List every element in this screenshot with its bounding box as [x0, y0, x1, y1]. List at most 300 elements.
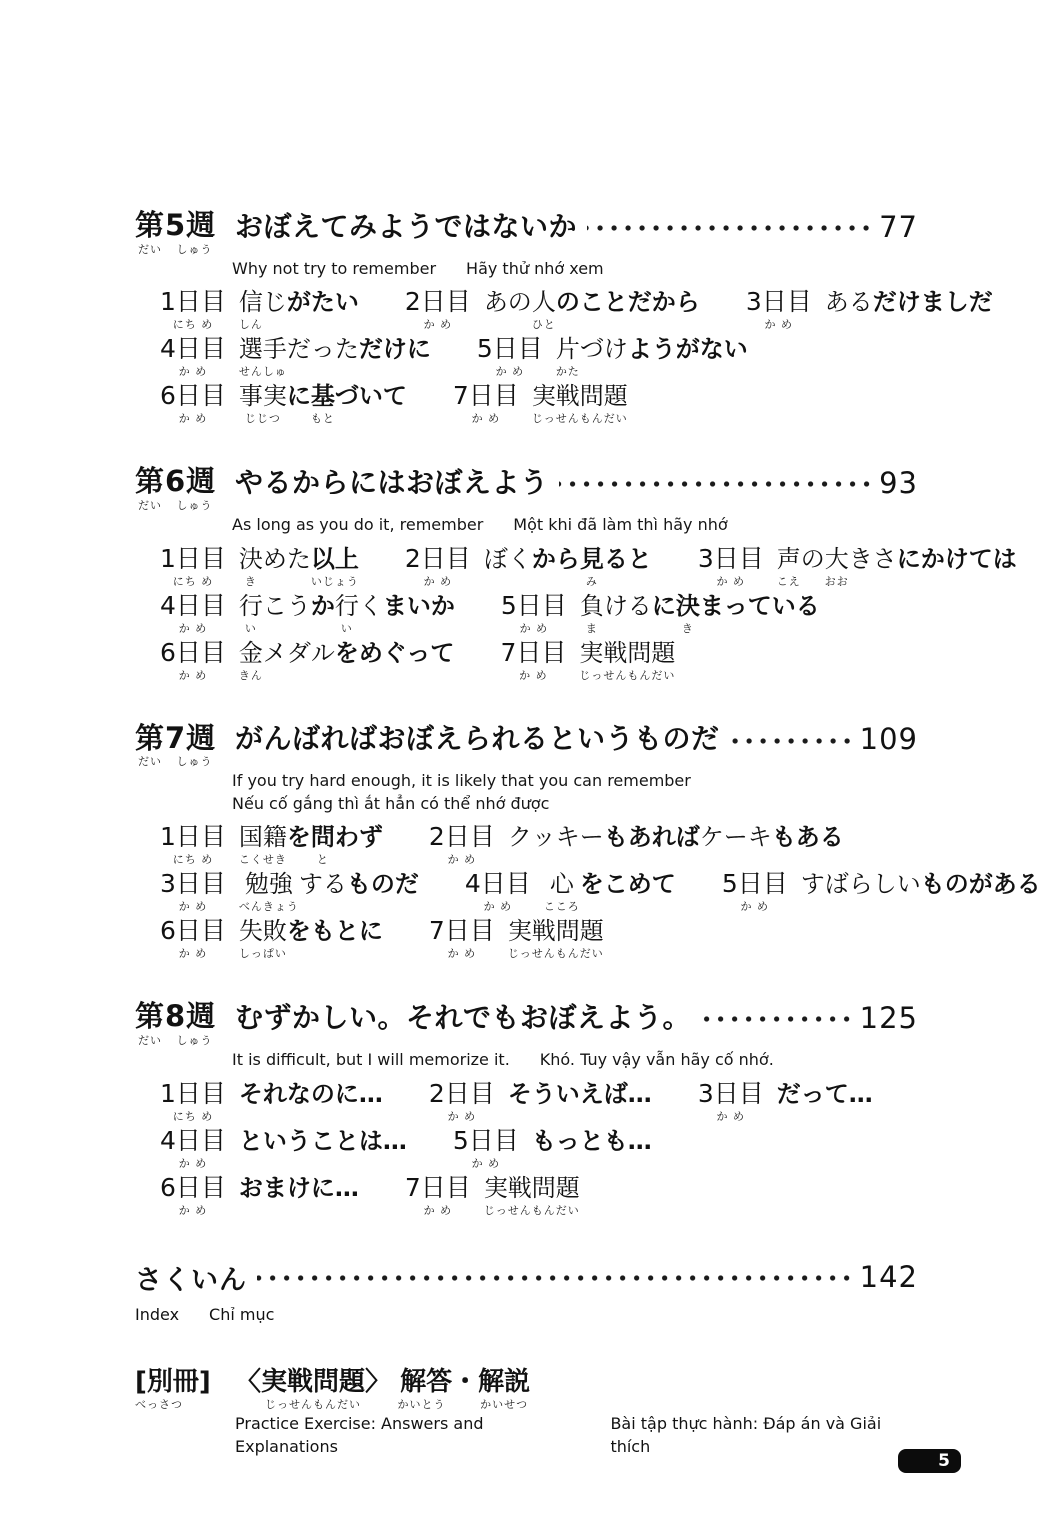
text: 見: [579, 544, 604, 573]
day-title-segment: [801, 869, 921, 912]
dot-leader: [257, 1274, 854, 1282]
day-title-segment: [604, 544, 652, 587]
day-entry: [160, 1079, 383, 1122]
text: づけ: [579, 335, 628, 364]
day-label: [160, 544, 226, 587]
index-row: [135, 1258, 918, 1297]
day-label: [405, 287, 471, 330]
text: 3日目: [745, 287, 812, 317]
day-title-segment: [311, 591, 335, 634]
text: のことだから: [555, 288, 700, 317]
week-header: [135, 1001, 918, 1046]
week-title: やるからにはおぼえよう: [235, 466, 549, 500]
text: まいか: [382, 591, 455, 620]
text: 選手: [238, 335, 287, 364]
day-entry: [160, 1173, 359, 1216]
week-page-number: 109: [859, 722, 918, 757]
text: 第8週: [135, 999, 217, 1034]
subtitle-phrase: As long as you do it, remember: [232, 515, 484, 535]
furigana: か め: [716, 1109, 746, 1123]
day-label: [698, 1079, 764, 1122]
day-label: [500, 638, 566, 681]
furigana: じっせんもんだい: [265, 1398, 361, 1412]
text: だけましだ: [872, 288, 993, 317]
furigana: か め: [423, 1203, 453, 1217]
text: だった: [286, 335, 359, 364]
day-title: [484, 1173, 580, 1216]
text: こう: [262, 591, 311, 620]
subtitle-phrase: Một khi đã làm thì hãy nhớ: [513, 515, 728, 535]
furigana: だい しゅう: [138, 242, 213, 256]
text: あの: [483, 288, 532, 317]
text: ものだ: [346, 870, 419, 899]
day-title: [239, 544, 359, 587]
furigana: か め: [178, 621, 208, 635]
page-number-badge: [898, 1449, 961, 1473]
day-title: [239, 869, 419, 912]
text: 実戦問題: [483, 1173, 580, 1202]
furigana: こえ: [776, 574, 801, 588]
furigana: か め: [447, 947, 477, 961]
week-subtitle-line: [232, 770, 918, 792]
day-row: [160, 381, 918, 424]
text: 大: [824, 544, 849, 573]
furigana: き: [681, 621, 694, 635]
day-title-segment: [383, 591, 455, 634]
text: 決: [238, 544, 263, 573]
subtitle-phrase: Khó. Tuy vậy vẫn hãy cố nhớ.: [539, 1050, 774, 1070]
day-title: [239, 822, 383, 865]
furigana: かた: [555, 365, 580, 379]
text: それなのに…: [238, 1079, 383, 1108]
day-row: [160, 334, 918, 377]
text: 第5週: [135, 208, 217, 242]
text: 7日目: [404, 1172, 471, 1202]
day-label: [160, 1173, 226, 1216]
subtitle-phrase: If you try hard enough, it is likely that you can remember: [232, 771, 691, 791]
day-title-segment: [700, 591, 820, 634]
furigana: か め: [471, 1156, 501, 1170]
furigana: み: [585, 574, 598, 588]
toc-sections: [135, 208, 1041, 1217]
text: 6日目: [160, 1172, 226, 1202]
day-title: [579, 638, 675, 681]
text: 7日目: [452, 381, 519, 411]
text: メダル: [262, 638, 335, 667]
day-title-segment: [532, 287, 556, 330]
day-rows: [160, 543, 1017, 682]
text: 3日目: [160, 869, 226, 899]
day-title-segment: [239, 1126, 407, 1169]
furigana: い: [244, 621, 257, 635]
appendix-subtitle: [235, 1413, 918, 1458]
subtitle-phrase: Why not try to remember: [232, 258, 437, 278]
text: 7日目: [428, 916, 495, 946]
text: 実戦問題: [531, 382, 628, 411]
furigana: ま: [585, 621, 598, 635]
day-title-segment: [484, 544, 532, 587]
furigana: い: [340, 621, 353, 635]
day-entry: [698, 544, 1017, 587]
week-title: おぼえてみようではないか: [235, 209, 578, 243]
text: ものがある: [920, 870, 1041, 899]
day-label: [429, 1079, 495, 1122]
day-title-segment: [299, 869, 347, 912]
text: わず: [334, 823, 383, 852]
day-entry: [160, 822, 383, 865]
text: 行: [238, 591, 263, 620]
day-title-segment: [263, 591, 311, 634]
appendix-title-segment: [235, 1368, 391, 1411]
text: をめぐって: [334, 638, 455, 667]
furigana: か め: [447, 853, 477, 867]
text: ある: [824, 288, 873, 317]
furigana: か め: [495, 365, 525, 379]
week-page-number: 77: [879, 209, 918, 244]
furigana: と: [316, 853, 329, 867]
day-title-segment: [508, 916, 604, 959]
furigana: いじょう: [310, 574, 359, 588]
day-title-segment: [335, 822, 383, 865]
text: 金: [238, 638, 263, 667]
page-number: 5: [938, 1451, 950, 1471]
day-title-segment: [287, 287, 359, 330]
day-title-segment: [239, 916, 287, 959]
text: 〈実戦問題〉: [235, 1366, 392, 1397]
text: きさ: [848, 544, 897, 573]
day-label: [160, 334, 226, 377]
furigana: か め: [178, 1156, 208, 1170]
text: もっとも…: [531, 1126, 652, 1155]
toc-week-5: [135, 208, 993, 426]
text: 7日目: [500, 637, 567, 667]
day-title-segment: [287, 334, 359, 377]
day-label: [160, 822, 226, 865]
day-title-segment: [897, 544, 1017, 587]
text: 国籍: [238, 823, 287, 852]
day-entry: [698, 1079, 873, 1122]
text: 片: [555, 335, 580, 364]
text: 6日目: [160, 381, 226, 411]
day-title-segment: [556, 287, 700, 330]
day-title: [556, 334, 748, 377]
day-title-segment: [239, 591, 263, 634]
day-title-segment: [580, 869, 676, 912]
week-subtitles: [232, 258, 918, 280]
toc-week-6: [135, 464, 1017, 682]
day-title: [532, 381, 628, 424]
toc-week-8: [135, 1001, 918, 1215]
week-subtitles: [232, 514, 918, 536]
furigana: にち め: [172, 853, 214, 867]
day-title-segment: [335, 638, 455, 681]
day-title: [484, 544, 652, 587]
text: 解説: [478, 1366, 531, 1397]
furigana: きん: [238, 668, 263, 682]
day-title-segment: [311, 381, 335, 424]
week-header-main: [235, 466, 918, 500]
day-label: [453, 381, 519, 424]
day-title-segment: [239, 287, 263, 330]
text: 5日目: [500, 590, 567, 620]
text: 行: [334, 591, 359, 620]
week-title: むずかしい。それでもおぼえよう。: [235, 1001, 692, 1035]
day-title: [801, 869, 1041, 912]
text: めた: [262, 544, 311, 573]
text: 勉強: [244, 870, 293, 899]
furigana: か め: [423, 318, 453, 332]
furigana: こころ: [543, 900, 580, 914]
furigana: か め: [483, 900, 513, 914]
week-page-number: 125: [859, 1000, 918, 1035]
day-title-segment: [239, 1079, 383, 1122]
furigana: かいせつ: [480, 1398, 529, 1412]
day-row: [160, 869, 1041, 914]
day-entry: [453, 381, 628, 424]
day-entry: [501, 591, 820, 634]
day-title: [239, 1173, 359, 1216]
furigana: か め: [471, 412, 501, 426]
furigana: せんしゅ: [238, 365, 287, 379]
text: の: [800, 544, 825, 573]
day-entry: [160, 334, 431, 377]
furigana: か め: [178, 412, 208, 426]
day-title-segment: [239, 822, 287, 865]
day-title: [239, 287, 359, 330]
day-entry: [453, 1126, 652, 1169]
day-row: [160, 1079, 918, 1122]
text: だけに: [358, 335, 431, 364]
appendix-row: [135, 1368, 918, 1411]
day-title-segment: [287, 381, 311, 424]
day-title: [239, 1126, 407, 1169]
day-title-segment: [921, 869, 1041, 912]
day-title-segment: [287, 916, 383, 959]
day-label: [698, 544, 764, 587]
day-title-segment: [825, 287, 873, 330]
day-title-segment: [532, 381, 628, 424]
furigana: だい しゅう: [138, 499, 213, 513]
day-label: [405, 544, 471, 587]
toc-content: [135, 208, 1041, 1458]
week-header-main: [235, 1001, 918, 1035]
day-rows: [160, 822, 1041, 961]
text: ケーキ: [699, 823, 772, 852]
day-title: [532, 1126, 652, 1169]
week-subtitles: [232, 770, 918, 815]
furigana: べっさつ: [135, 1398, 183, 1412]
day-entry: [405, 544, 652, 587]
day-entry: [429, 1079, 652, 1122]
appendix-entry: [135, 1368, 918, 1459]
appendix-title-segment: [391, 1368, 452, 1411]
appendix-title-segment: [478, 1368, 530, 1411]
furigana: き: [244, 574, 257, 588]
day-title-segment: [652, 591, 676, 634]
day-title: [239, 638, 455, 681]
day-title-segment: [311, 822, 335, 865]
week-title: がんばればおぼえられるというものだ: [235, 722, 720, 756]
day-label: [405, 1173, 471, 1216]
text: 声: [776, 544, 801, 573]
day-title-segment: [359, 591, 383, 634]
day-row: [160, 822, 918, 865]
furigana: しっぱい: [238, 947, 287, 961]
index-entry: [135, 1258, 918, 1324]
day-title-segment: [825, 544, 849, 587]
week-label: [135, 1001, 235, 1046]
day-entry: [160, 287, 359, 330]
day-title-segment: [604, 822, 700, 865]
day-label: [160, 591, 226, 634]
text: 以上: [310, 544, 359, 573]
day-entry: [160, 591, 455, 634]
text: 3日目: [697, 543, 764, 573]
week-header: [135, 466, 918, 511]
day-title-segment: [580, 591, 604, 634]
text: 失敗: [238, 917, 287, 946]
text: 5日目: [476, 334, 543, 364]
text: 6日目: [160, 637, 226, 667]
text: 3日目: [697, 1078, 764, 1108]
text: すばらしい: [800, 870, 921, 899]
day-title-segment: [580, 544, 604, 587]
text: 第6週: [135, 464, 217, 499]
index-page-number: 142: [859, 1259, 918, 1294]
text: ると: [603, 544, 652, 573]
day-entry: [465, 869, 676, 912]
text: 2日目: [404, 287, 471, 317]
text: 2日目: [404, 543, 471, 573]
day-title: [580, 591, 820, 634]
day-row: [160, 591, 918, 634]
furigana: じっせんもんだい: [483, 1203, 580, 1217]
day-row: [160, 287, 993, 332]
text: 事実: [238, 382, 287, 411]
furigana: ひと: [531, 318, 556, 332]
text: おまけに…: [238, 1173, 359, 1202]
day-title-segment: [263, 544, 311, 587]
week-header-main: [235, 210, 918, 244]
furigana: じっせんもんだい: [507, 947, 604, 961]
furigana: か め: [519, 668, 548, 682]
day-row: [160, 638, 918, 681]
day-label: [477, 334, 543, 377]
text: まっている: [699, 591, 820, 620]
furigana: こくせき: [238, 853, 287, 867]
text: じ: [262, 288, 287, 317]
day-row: [160, 543, 1017, 588]
day-title-segment: [628, 334, 748, 377]
furigana: か め: [423, 574, 453, 588]
week-label: [135, 720, 235, 769]
text: もあれば: [603, 823, 700, 852]
day-label: [722, 869, 788, 912]
day-label: [501, 591, 567, 634]
furigana: か め: [178, 900, 208, 914]
furigana: か め: [519, 621, 549, 635]
day-label: [160, 1126, 226, 1169]
day-title: [777, 1079, 873, 1122]
text: 負: [579, 591, 604, 620]
text: する: [298, 870, 347, 899]
day-entry: [429, 822, 844, 865]
furigana: だい しゅう: [138, 755, 213, 769]
day-label: [160, 638, 226, 681]
day-title-segment: [239, 869, 299, 912]
furigana: もと: [310, 412, 335, 426]
day-title-segment: [359, 334, 431, 377]
dot-leader: [701, 1015, 854, 1023]
day-title-segment: [772, 822, 844, 865]
text: 問: [310, 823, 335, 852]
index-title: さくいん: [135, 1264, 247, 1296]
day-title: [239, 334, 431, 377]
text: 信: [238, 288, 263, 317]
text: そういえば…: [507, 1079, 652, 1108]
text: 1日目: [160, 543, 226, 573]
day-entry: [429, 916, 604, 959]
furigana: おお: [824, 574, 849, 588]
day-title-segment: [239, 334, 287, 377]
subtitle-phrase: Nếu cố gắng thì ắt hẳn có thể nhớ được: [232, 793, 550, 813]
day-title-segment: [508, 1079, 652, 1122]
day-row: [160, 1173, 918, 1216]
subtitle-phrase: It is difficult, but I will memorize it.: [232, 1050, 510, 1070]
furigana: にち め: [172, 1109, 214, 1123]
day-title-segment: [777, 1079, 873, 1122]
furigana: べんきょう: [238, 900, 299, 914]
day-title: [508, 822, 844, 865]
day-title-segment: [239, 544, 263, 587]
day-title-segment: [849, 544, 897, 587]
furigana: か め: [178, 365, 208, 379]
day-title-segment: [287, 822, 311, 865]
furigana: か め: [764, 318, 794, 332]
text: 人: [531, 288, 556, 317]
day-title: [777, 544, 1017, 587]
day-label: [746, 287, 812, 330]
dot-leader: [730, 737, 854, 745]
day-title-segment: [676, 591, 700, 634]
day-title-segment: [263, 638, 335, 681]
toc-week-7: [135, 720, 1041, 961]
dot-leader: [559, 480, 874, 488]
day-title-segment: [335, 591, 359, 634]
week-subtitle-line: [232, 793, 918, 815]
week-subtitle-line: [232, 514, 918, 536]
furigana: か め: [178, 668, 208, 682]
day-label: [160, 381, 226, 424]
text: 2日目: [428, 822, 495, 852]
text: に: [651, 591, 676, 620]
day-entry: [160, 638, 454, 681]
day-entry: [405, 287, 700, 330]
text: 第7週: [135, 720, 217, 755]
day-row: [160, 1126, 918, 1169]
text: クッキー: [507, 823, 604, 852]
day-title: [508, 916, 604, 959]
day-rows: [160, 1079, 918, 1216]
text: 決: [675, 591, 700, 620]
furigana: か め: [447, 1109, 477, 1123]
day-label: [429, 822, 495, 865]
day-title: [239, 381, 407, 424]
week-header: [135, 720, 918, 769]
day-label: [160, 1079, 226, 1122]
furigana: にち め: [172, 318, 214, 332]
text: く: [358, 591, 383, 620]
